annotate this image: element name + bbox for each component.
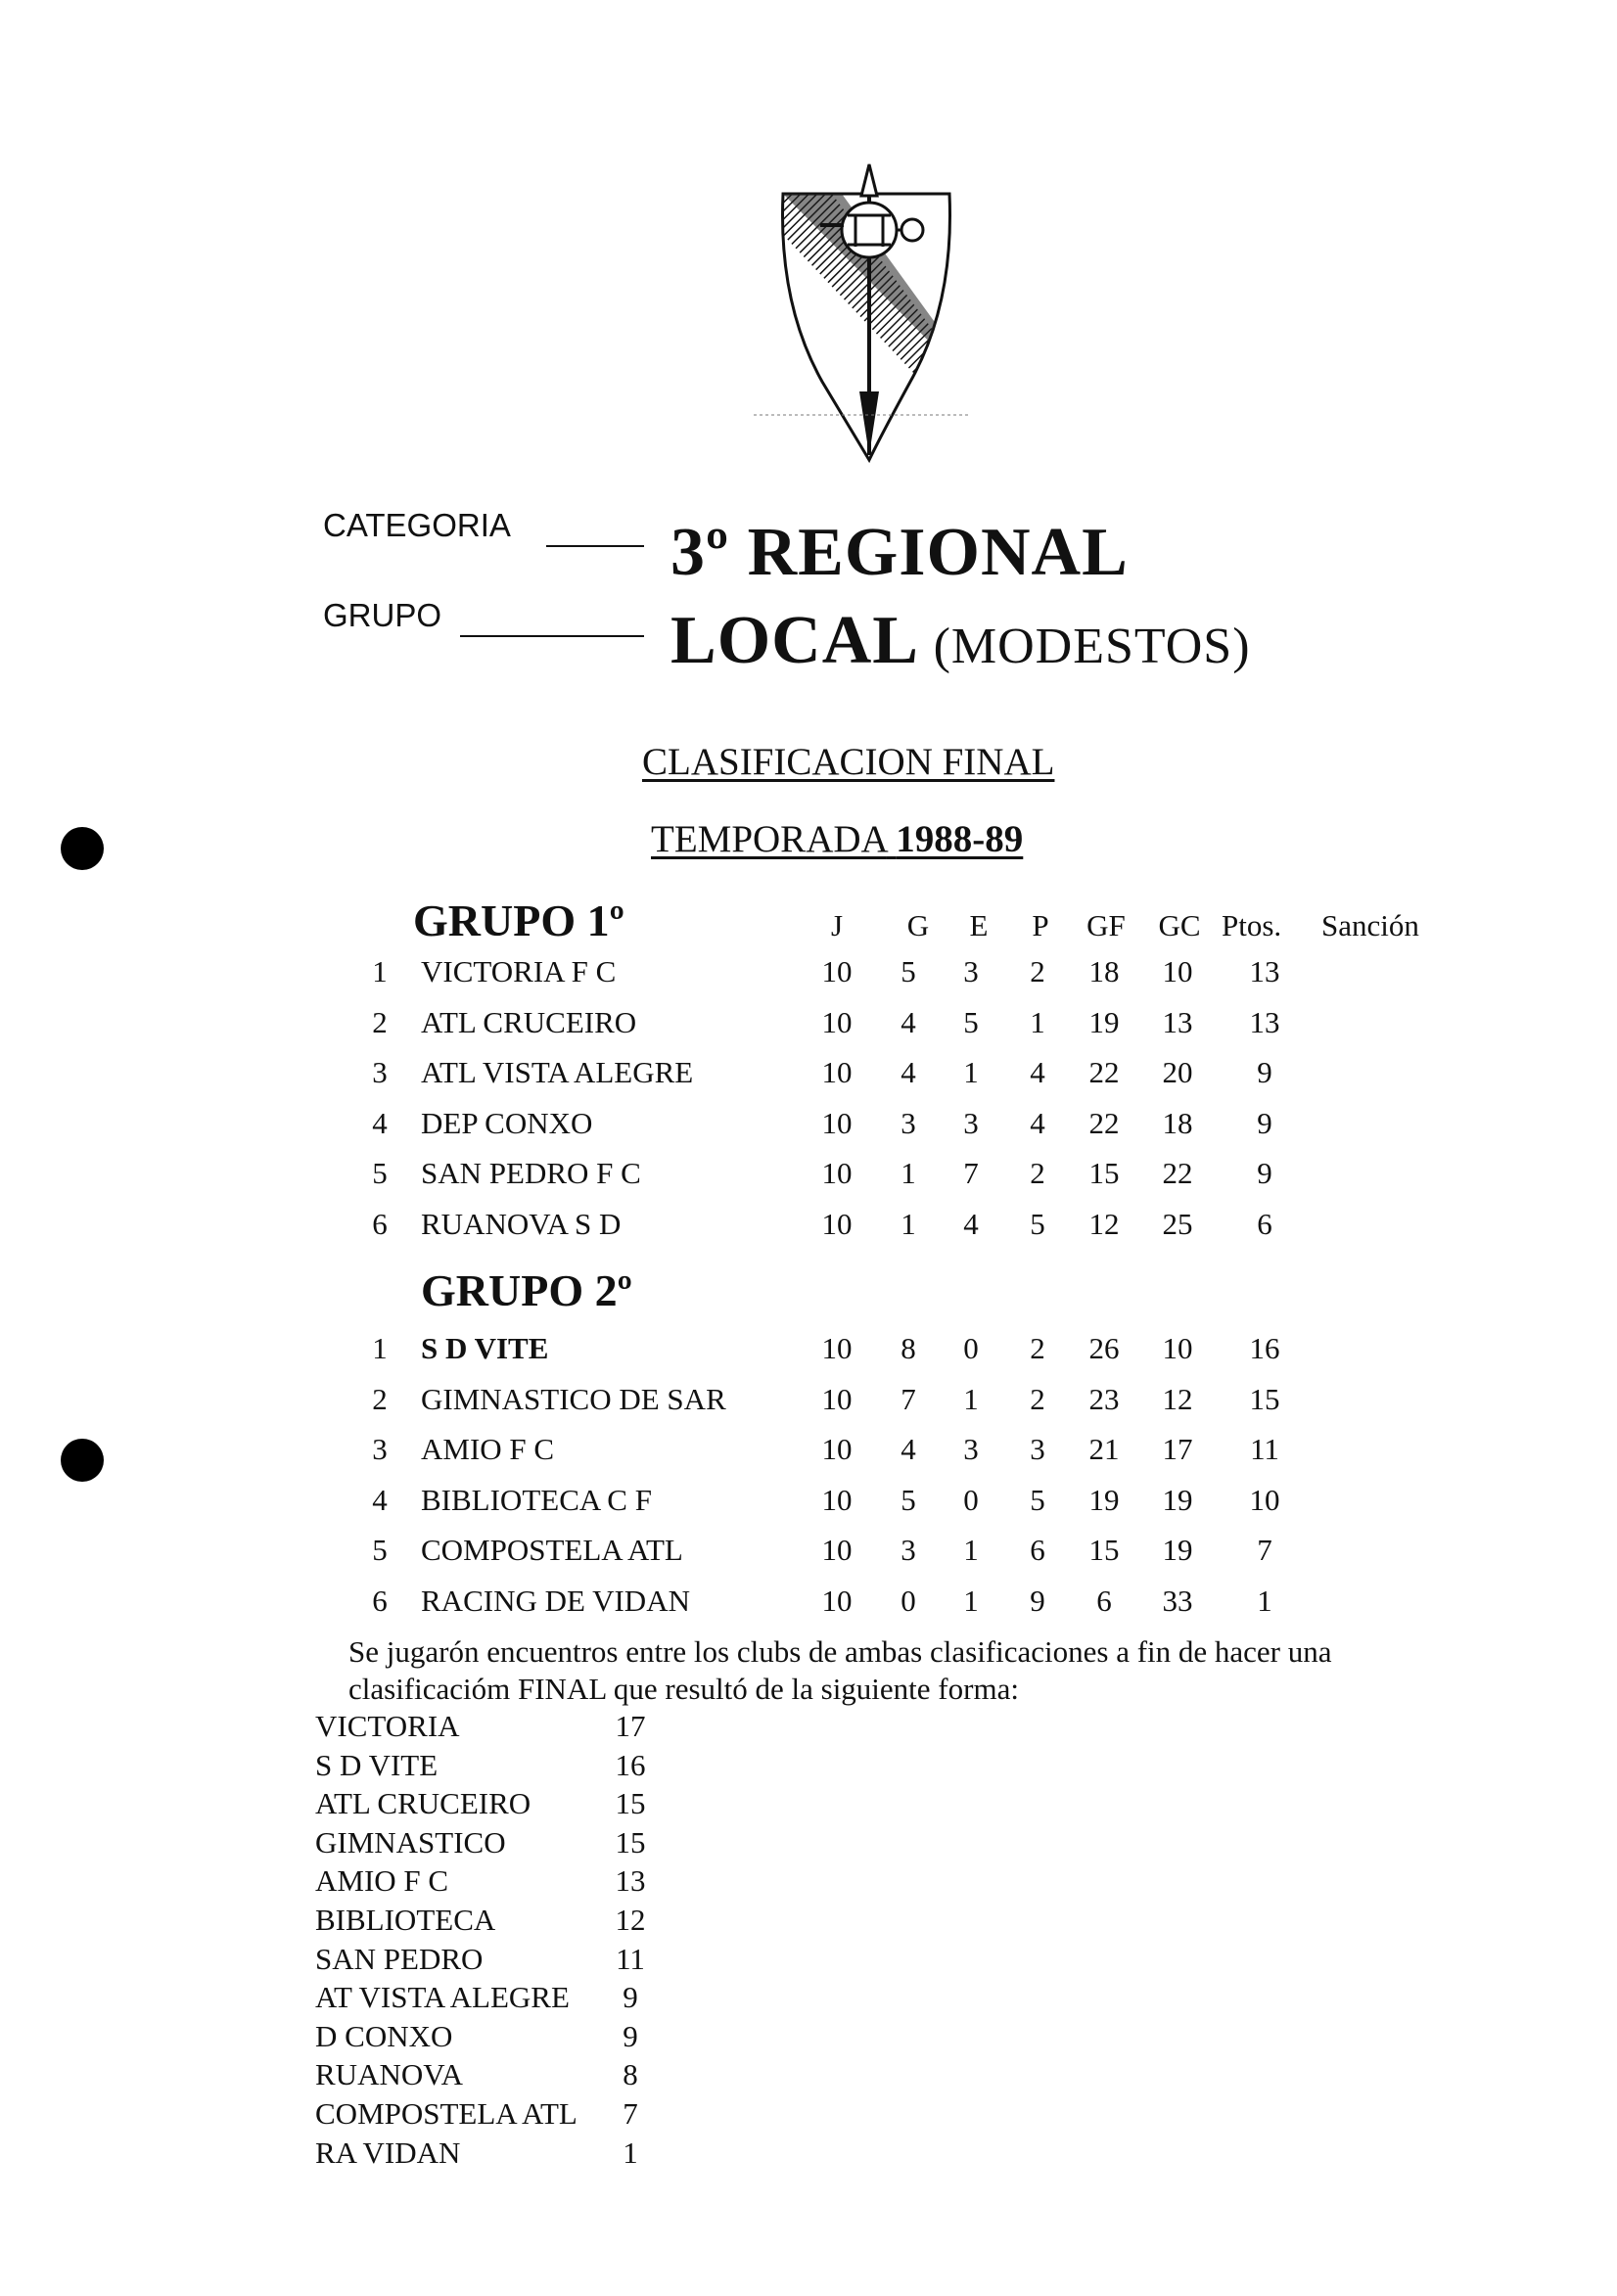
cell-p: 2 xyxy=(1030,1156,1045,1191)
cell-gc: 18 xyxy=(1162,1105,1193,1140)
final-points: 9 xyxy=(623,2018,638,2053)
group-title: GRUPO 2º xyxy=(421,1265,632,1315)
row-position: 2 xyxy=(372,1004,388,1039)
row-position: 6 xyxy=(372,1584,388,1618)
temporada-label: TEMPORADA xyxy=(651,818,887,860)
team-name: GIMNASTICO DE SAR xyxy=(421,1381,726,1416)
cell-ptos: 9 xyxy=(1257,1105,1272,1140)
cell-p: 2 xyxy=(1030,1331,1045,1365)
cell-gc: 17 xyxy=(1162,1432,1193,1467)
cell-g: 5 xyxy=(901,954,916,988)
cell-g: 4 xyxy=(901,1055,916,1090)
cell-gf: 19 xyxy=(1088,1004,1120,1039)
cell-gc: 19 xyxy=(1162,1482,1193,1517)
cell-g: 4 xyxy=(901,1432,916,1467)
final-points: 17 xyxy=(615,1709,646,1743)
team-name: ATL VISTA ALEGRE xyxy=(421,1055,694,1090)
cell-gc: 25 xyxy=(1162,1207,1193,1241)
cell-gc: 10 xyxy=(1162,954,1193,988)
cell-j: 10 xyxy=(821,1584,853,1618)
cell-e: 7 xyxy=(963,1156,979,1191)
cell-p: 5 xyxy=(1030,1207,1045,1241)
cell-gf: 18 xyxy=(1088,954,1120,988)
team-name: DEP CONXO xyxy=(421,1105,593,1140)
team-name: S D VITE xyxy=(421,1331,549,1365)
categoria-value: 3º REGIONAL xyxy=(670,515,1129,590)
cell-j: 10 xyxy=(821,1055,853,1090)
col-header-g: G xyxy=(906,908,930,942)
temporada-title xyxy=(651,817,1023,861)
cell-e: 4 xyxy=(963,1207,979,1241)
final-points: 8 xyxy=(623,2057,638,2092)
cell-p: 1 xyxy=(1030,1004,1045,1039)
team-name: ATL CRUCEIRO xyxy=(421,1004,637,1039)
cell-ptos: 6 xyxy=(1257,1207,1272,1241)
row-position: 6 xyxy=(372,1207,388,1241)
row-position: 4 xyxy=(372,1482,388,1517)
cell-p: 5 xyxy=(1030,1482,1045,1517)
final-team-name: GIMNASTICO xyxy=(315,1824,506,1860)
cell-p: 3 xyxy=(1030,1432,1045,1467)
temporada-value: 1988-89 xyxy=(896,818,1024,860)
cell-ptos: 13 xyxy=(1249,1004,1280,1039)
final-points: 9 xyxy=(623,1980,638,2015)
final-points: 12 xyxy=(615,1903,646,1937)
cell-g: 1 xyxy=(901,1207,916,1241)
final-team-name: RUANOVA xyxy=(315,2057,464,2092)
row-position: 5 xyxy=(372,1533,388,1568)
final-team-name: S D VITE xyxy=(315,1747,439,1782)
cell-j: 10 xyxy=(821,1381,853,1416)
cell-ptos: 7 xyxy=(1257,1533,1272,1568)
cell-g: 5 xyxy=(901,1482,916,1517)
team-name: RUANOVA S D xyxy=(421,1207,622,1241)
punch-hole-icon xyxy=(61,1439,104,1482)
cell-j: 10 xyxy=(821,1207,853,1241)
cell-ptos: 16 xyxy=(1249,1331,1280,1365)
cell-ptos: 10 xyxy=(1249,1482,1280,1517)
final-points: 1 xyxy=(623,2135,638,2170)
cell-p: 2 xyxy=(1030,954,1045,988)
cell-g: 0 xyxy=(901,1584,916,1618)
cell-e: 3 xyxy=(963,1105,979,1140)
cell-g: 1 xyxy=(901,1156,916,1191)
row-position: 3 xyxy=(372,1055,388,1090)
final-points: 15 xyxy=(615,1824,646,1860)
final-points: 16 xyxy=(615,1747,646,1782)
grupo-value xyxy=(670,603,1251,678)
cell-p: 2 xyxy=(1030,1381,1045,1416)
team-name: COMPOSTELA ATL xyxy=(421,1533,683,1568)
grupo-label: GRUPO xyxy=(323,597,442,633)
final-team-name: COMPOSTELA ATL xyxy=(315,2096,578,2131)
cell-e: 3 xyxy=(963,954,979,988)
cell-e: 5 xyxy=(963,1004,979,1039)
cell-j: 10 xyxy=(821,1004,853,1039)
cell-ptos: 9 xyxy=(1257,1055,1272,1090)
cell-g: 3 xyxy=(901,1533,916,1568)
final-team-name: BIBLIOTECA xyxy=(315,1903,496,1937)
categoria-rule xyxy=(546,545,644,547)
final-points: 13 xyxy=(615,1863,646,1899)
final-team-name: ATL CRUCEIRO xyxy=(315,1786,531,1821)
col-header-ptos: Ptos. xyxy=(1222,908,1282,942)
cell-g: 4 xyxy=(901,1004,916,1039)
team-name: BIBLIOTECA C F xyxy=(421,1482,652,1517)
cell-e: 0 xyxy=(963,1482,979,1517)
cell-gf: 22 xyxy=(1088,1055,1120,1090)
row-position: 1 xyxy=(372,954,388,988)
final-team-name: AMIO F C xyxy=(315,1863,449,1899)
team-name: RACING DE VIDAN xyxy=(421,1584,690,1618)
team-name: AMIO F C xyxy=(421,1432,555,1467)
final-points: 7 xyxy=(623,2096,638,2131)
punch-hole-icon xyxy=(61,827,104,870)
row-position: 3 xyxy=(372,1432,388,1467)
cell-gc: 19 xyxy=(1162,1533,1193,1568)
cell-g: 3 xyxy=(901,1105,916,1140)
cell-ptos: 13 xyxy=(1249,954,1280,988)
cell-j: 10 xyxy=(821,954,853,988)
final-team-name: AT VISTA ALEGRE xyxy=(315,1980,570,2015)
cell-ptos: 1 xyxy=(1257,1584,1272,1618)
cell-ptos: 9 xyxy=(1257,1156,1272,1191)
cell-p: 9 xyxy=(1030,1584,1045,1618)
cell-gf: 19 xyxy=(1088,1482,1120,1517)
cell-e: 1 xyxy=(963,1381,979,1416)
cell-e: 1 xyxy=(963,1055,979,1090)
team-name: VICTORIA F C xyxy=(421,954,617,988)
cell-ptos: 11 xyxy=(1250,1432,1279,1467)
cell-j: 10 xyxy=(821,1432,853,1467)
cell-gc: 13 xyxy=(1162,1004,1193,1039)
cell-p: 4 xyxy=(1030,1105,1045,1140)
row-position: 4 xyxy=(372,1105,388,1140)
cell-gc: 33 xyxy=(1162,1584,1193,1618)
cell-e: 1 xyxy=(963,1533,979,1568)
cell-gc: 12 xyxy=(1162,1381,1193,1416)
cell-gf: 6 xyxy=(1096,1584,1112,1618)
explanation-line-2: clasificacióm FINAL que resultó de la siguiente forma: xyxy=(348,1672,1019,1706)
col-header-j: J xyxy=(830,908,844,942)
cell-gc: 22 xyxy=(1162,1156,1193,1191)
col-header-e: E xyxy=(969,908,989,942)
cell-g: 7 xyxy=(901,1381,916,1416)
cell-j: 10 xyxy=(821,1331,853,1365)
cell-gf: 26 xyxy=(1088,1331,1120,1365)
row-position: 5 xyxy=(372,1156,388,1191)
cell-e: 0 xyxy=(963,1331,979,1365)
cell-gc: 20 xyxy=(1162,1055,1193,1090)
final-points: 11 xyxy=(616,1941,645,1976)
grupo-value-text: LOCAL xyxy=(670,603,916,678)
team-name: SAN PEDRO F C xyxy=(421,1156,641,1191)
cell-gc: 10 xyxy=(1162,1331,1193,1365)
clasificacion-title: CLASIFICACION FINAL xyxy=(642,741,1055,783)
col-header-p: P xyxy=(1032,908,1049,942)
cell-gf: 15 xyxy=(1088,1533,1120,1568)
cell-gf: 12 xyxy=(1088,1207,1120,1241)
cell-gf: 21 xyxy=(1088,1432,1120,1467)
col-header-gc: GC xyxy=(1158,908,1201,942)
cell-j: 10 xyxy=(821,1533,853,1568)
explanation-line-1: Se jugarón encuentros entre los clubs de ambas clasificaciones a fin de hacer una xyxy=(348,1634,1332,1669)
cell-gf: 22 xyxy=(1088,1105,1120,1140)
row-position: 2 xyxy=(372,1381,388,1416)
cell-p: 6 xyxy=(1030,1533,1045,1568)
final-team-name: RA VIDAN xyxy=(315,2135,461,2170)
cell-j: 10 xyxy=(821,1482,853,1517)
categoria-label: CATEGORIA xyxy=(323,507,511,543)
cell-gf: 15 xyxy=(1088,1156,1120,1191)
cell-e: 3 xyxy=(963,1432,979,1467)
cell-g: 8 xyxy=(901,1331,916,1365)
cell-j: 10 xyxy=(821,1156,853,1191)
row-position: 1 xyxy=(372,1331,388,1365)
cell-gf: 23 xyxy=(1088,1381,1120,1416)
final-team-name: D CONXO xyxy=(315,2018,453,2053)
cell-e: 1 xyxy=(963,1584,979,1618)
cell-p: 4 xyxy=(1030,1055,1045,1090)
final-team-name: VICTORIA xyxy=(315,1709,460,1743)
group-title: GRUPO 1º xyxy=(413,895,624,945)
col-header-gf: GF xyxy=(1086,908,1126,942)
final-team-name: SAN PEDRO xyxy=(315,1941,484,1976)
final-points: 15 xyxy=(615,1786,646,1821)
shield-crest-icon xyxy=(754,157,969,470)
grupo-note: (MODESTOS) xyxy=(933,619,1251,674)
cell-j: 10 xyxy=(821,1105,853,1140)
cell-ptos: 15 xyxy=(1249,1381,1280,1416)
grupo-rule xyxy=(460,635,644,637)
col-header-sancion: Sanción xyxy=(1321,908,1419,942)
